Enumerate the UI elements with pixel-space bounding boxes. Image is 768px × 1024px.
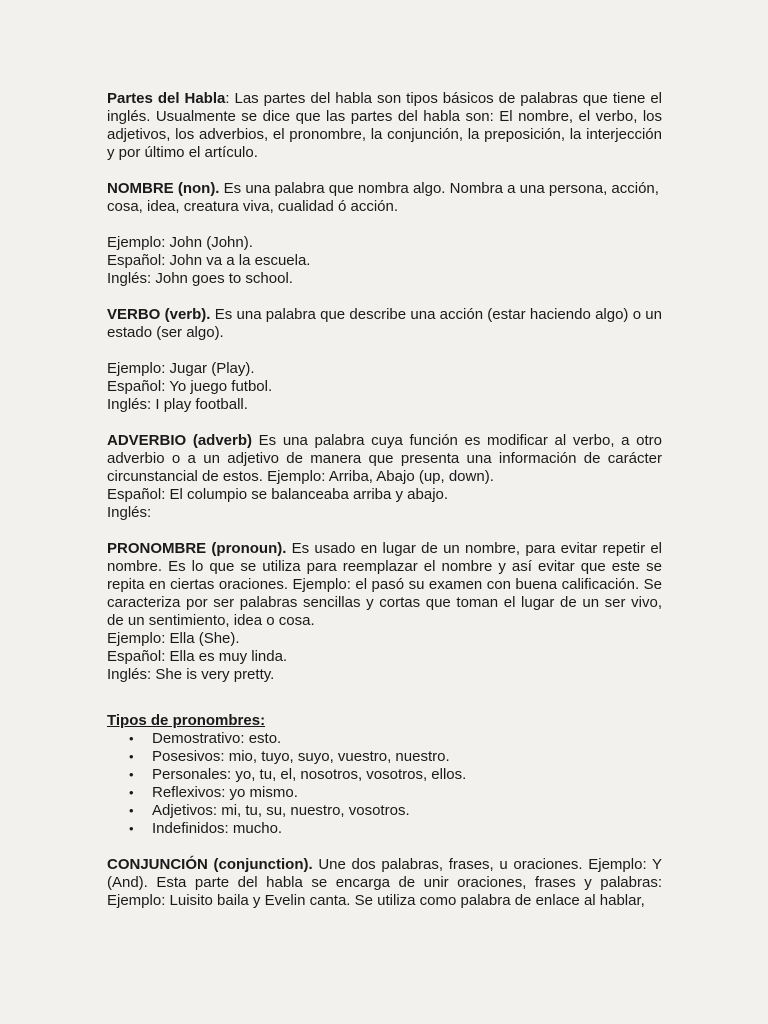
verbo-ingles: Inglés: I play football. [107, 396, 248, 413]
nombre-heading: NOMBRE (non). [107, 180, 220, 197]
nombre-ejemplo: Ejemplo: John (John). [107, 234, 253, 251]
pronombre-espanol: Español: Ella es muy linda. [107, 648, 288, 665]
adverbio-ingles: Inglés: [107, 504, 152, 521]
conjuncion-heading: CONJUNCIÓN (conjunction). [107, 856, 313, 873]
intro-heading: Partes del Habla [107, 90, 226, 107]
list-item [107, 748, 662, 766]
verbo-heading: VERBO (verb). [107, 306, 211, 323]
nombre-paragraph [107, 180, 662, 216]
bullet-icon: • [129, 785, 134, 800]
list-item [107, 766, 662, 784]
pronombre-text: Es usado en lugar de un nombre, para evitar repetir el nombre. Es lo que se utiliza para reemplazar el nombre y así evitar que este se repita en ciertas oraciones. Ejemplo: el pasó su examen con buena calificación. Se caracteriza por ser palabras sencillas y cortas que toman el lugar de un ser vivo, de un sentimiento, idea o cosa. [107, 540, 662, 629]
list-item [107, 784, 662, 802]
bullet-icon: • [129, 731, 134, 746]
intro-paragraph [107, 90, 662, 162]
adverbio-espanol: Español: El columpio se balanceaba arriba y abajo. [107, 486, 449, 503]
nombre-ingles: Inglés: John goes to school. [107, 270, 293, 287]
pronombre-ejemplo: Ejemplo: Ella (She). [107, 630, 240, 647]
bullet-icon: • [129, 767, 134, 782]
conjuncion-text: Une dos palabras, frases, u oraciones. Ejemplo: Y (And). Esta parte del habla se encarga de unir oraciones, frases y palabras: Ejemplo: Luisito baila y Evelin canta. Se utiliza como palabra de enlace al hablar, [107, 856, 663, 909]
list-item-text: Reflexivos: yo mismo. [152, 784, 298, 801]
bullet-icon: • [129, 749, 134, 764]
verbo-paragraph [107, 306, 662, 342]
nombre-text: Es una palabra que nombra algo. Nombra a una persona, acción, cosa, idea, creatura viva, cualidad ó acción. [107, 180, 659, 215]
tipos-heading [107, 712, 662, 730]
nombre-espanol: Español: John va a la escuela. [107, 252, 311, 269]
list-item-text: Indefinidos: mucho. [152, 820, 283, 837]
adverbio-paragraph [107, 432, 662, 486]
adverbio-heading: ADVERBIO (adverb) [107, 432, 253, 449]
list-item-text: Posesivos: mio, tuyo, suyo, vuestro, nuestro. [152, 748, 450, 765]
pronombre-ingles: Inglés: She is very pretty. [107, 666, 275, 683]
list-item [107, 730, 662, 748]
bullet-icon: • [129, 821, 134, 836]
pronombre-paragraph [107, 540, 662, 630]
list-item [107, 820, 662, 838]
list-item-text: Personales: yo, tu, el, nosotros, vosotros, ellos. [152, 766, 467, 783]
tipos-heading-text: Tipos de pronombres: [107, 712, 266, 729]
tipos-list [107, 730, 662, 838]
bullet-icon: • [129, 803, 134, 818]
pronombre-heading: PRONOMBRE (pronoun). [107, 540, 287, 557]
intro-text: : Las partes del habla son tipos básicos de palabras que tiene el inglés. Usualmente se dice que las partes del habla son: El nombre, el verbo, los adjetivos, los adverbios, el pronombre, la conjunción, la preposición, la interjección y por último el artículo. [107, 90, 663, 161]
verbo-text: Es una palabra que describe una acción (estar haciendo algo) o un estado (ser algo). [107, 306, 662, 341]
verbo-espanol: Español: Yo juego futbol. [107, 378, 273, 395]
document-body [107, 90, 662, 910]
verbo-ejemplo: Ejemplo: Jugar (Play). [107, 360, 255, 377]
list-item [107, 802, 662, 820]
adverbio-text: Es una palabra cuya función es modificar al verbo, a otro adverbio o a un adjetivo de manera que presenta una información de carácter circunstancial de estos. Ejemplo: Arriba, Abajo (up, down). [107, 432, 662, 485]
list-item-text: Adjetivos: mi, tu, su, nuestro, vosotros. [152, 802, 410, 819]
list-item-text: Demostrativo: esto. [152, 730, 282, 747]
conjuncion-paragraph [107, 856, 662, 910]
